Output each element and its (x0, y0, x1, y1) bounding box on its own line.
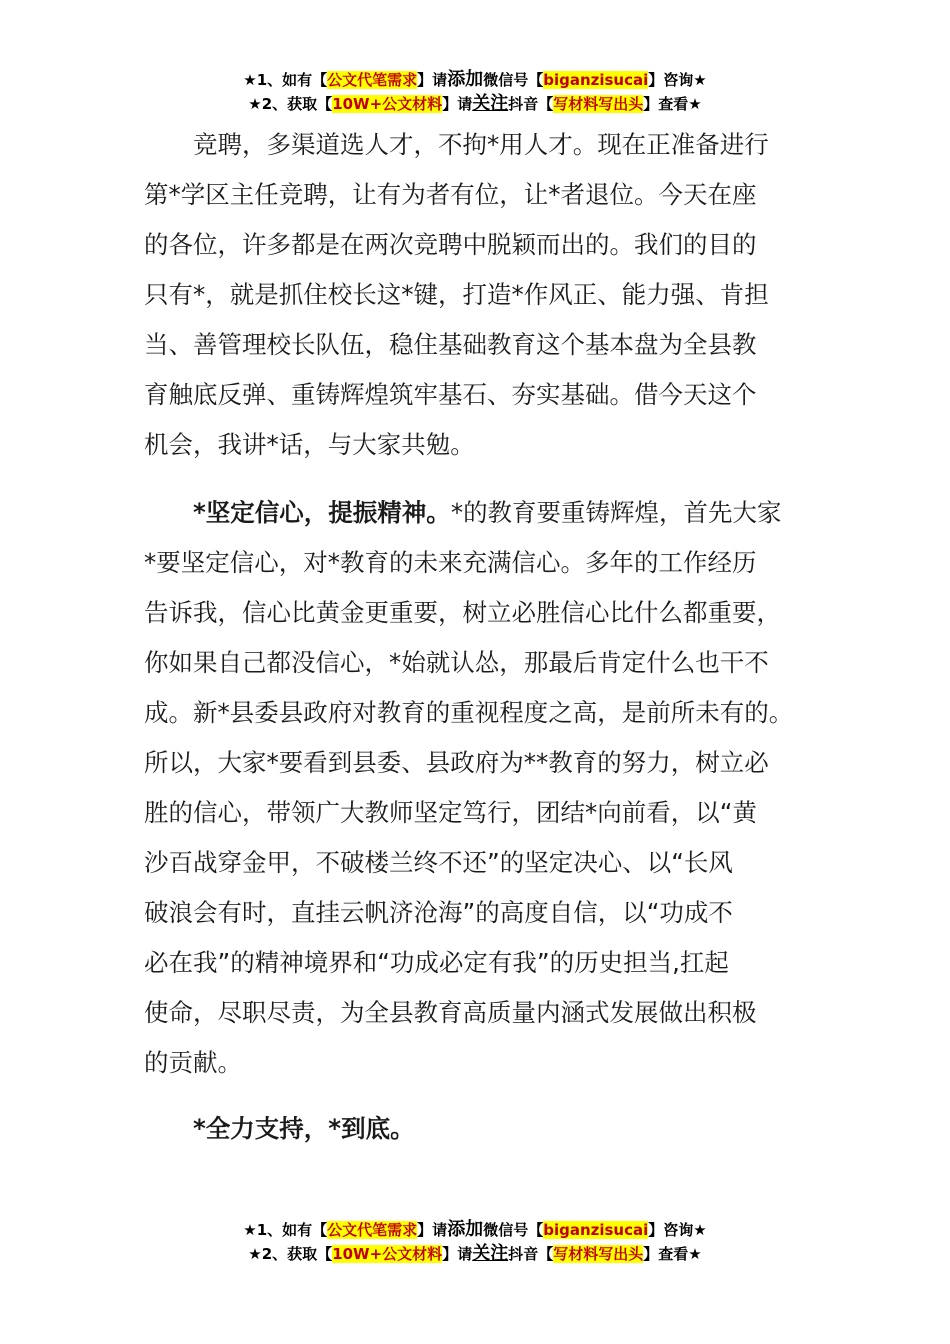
text-line: 所以，大家*要看到县委、县政府为**教育的努力，树立必 (144, 748, 769, 777)
banner-text: 】查看 (643, 95, 689, 113)
banner-text: 2、获取【 (261, 95, 333, 113)
text-line: 使命，尽职尽责，为全县教育高质量内涵式发展做出积极 (144, 998, 757, 1027)
banner-text: 】咨询 (648, 1221, 694, 1239)
text-line: 机会，我讲*话，与大家共勉。 (144, 430, 475, 459)
text-line: 第*学区主任竞聘，让有为者有位，让*者退位。今天在座 (144, 180, 757, 209)
star-icon: ★ (243, 1221, 257, 1239)
text-line: 育触底反弹、重铸辉煌筑牢基石、夯实基础。借今天这个 (144, 380, 757, 409)
text-line: *要坚定信心，对*教育的未来充满信心。多年的工作经历 (144, 548, 757, 577)
text-line: 沙百战穿金甲，不破楼兰终不还”的坚定决心、以“长风 (144, 848, 733, 877)
banner-text: 】查看 (643, 1245, 689, 1263)
star-icon: ★ (243, 71, 257, 89)
text-line: 你如果自己都没信心，*始就认怂，那最后肯定什么也干不 (144, 648, 769, 677)
section-heading-support: *全力支持，*到底。 (193, 1114, 415, 1143)
banner-text: 】请 (417, 1221, 448, 1239)
banner-highlight-materials: 10W+公文材料 (332, 95, 443, 113)
banner-highlight-wechat: biganzisucai (543, 71, 649, 89)
banner-text: 微信号【 (483, 71, 544, 89)
banner-line-2 (0, 1242, 950, 1266)
banner-text: 1、如有【 (256, 71, 328, 89)
banner-text: 抖音【 (508, 95, 554, 113)
banner-line-1 (0, 1218, 950, 1242)
text-line: 成。新*县委县政府对教育的重视程度之高，是前所未有的。 (144, 698, 794, 727)
star-icon: ★ (248, 1245, 262, 1263)
banner-emphasis-add: 添加 (447, 69, 484, 90)
text-line: 的贡献。 (144, 1048, 242, 1077)
text-line: 胜的信心，带领广大教师坚定笃行，团结*向前看，以“黄 (144, 798, 757, 827)
text-line: 告诉我，信心比黄金更重要，树立必胜信心比什么都重要， (144, 598, 781, 627)
section-heading-confidence: *坚定信心，提振精神。 (193, 498, 451, 527)
banner-text: 】请 (442, 1245, 473, 1263)
paragraph-1 (144, 120, 812, 470)
text-line: 当、善管理校长队伍，稳住基础教育这个基本盘为全县教 (144, 330, 757, 359)
banner-text: 抖音【 (508, 1245, 554, 1263)
banner-highlight-service: 公文代笔需求 (327, 1221, 418, 1239)
banner-highlight-wechat: biganzisucai (543, 1221, 649, 1239)
star-icon: ★ (688, 1245, 702, 1263)
paragraph-3 (144, 1104, 812, 1154)
text-line: 必在我”的精神境界和“功成必定有我”的历史担当,扛起 (144, 948, 729, 977)
banner-emphasis-follow: 关注 (472, 93, 509, 114)
banner-line-1 (0, 68, 950, 92)
text-line (144, 1104, 812, 1154)
star-icon: ★ (693, 1221, 707, 1239)
banner-highlight-service: 公文代笔需求 (327, 71, 418, 89)
banner-emphasis-follow: 关注 (472, 1243, 509, 1264)
text-line: 破浪会有时，直挂云帆济沧海”的高度自信，以“功成不 (144, 898, 733, 927)
text-line: 竞聘，多渠道选人才，不拘*用人才。现在正准备进行 (144, 130, 769, 159)
banner-line-2 (0, 92, 950, 116)
paragraph-2 (144, 488, 812, 1088)
banner-highlight-materials: 10W+公文材料 (332, 1245, 443, 1263)
star-icon: ★ (688, 95, 702, 113)
banner-text: 】咨询 (648, 71, 694, 89)
header-banner (0, 68, 950, 116)
banner-text: 2、获取【 (261, 1245, 333, 1263)
footer-banner (0, 1218, 950, 1266)
banner-highlight-douyin: 写材料写出头 (553, 1245, 644, 1263)
text-line: 的各位，许多都是在两次竞聘中脱颖而出的。我们的目的 (144, 230, 757, 259)
banner-text: 微信号【 (483, 1221, 544, 1239)
star-icon: ★ (248, 95, 262, 113)
text-line: 只有*，就是抓住校长这*键，打造*作风正、能力强、肯担 (144, 280, 769, 309)
text-line (144, 488, 812, 538)
banner-text: 】请 (442, 95, 473, 113)
text-run: *的教育要重铸辉煌，首先大家 (450, 498, 782, 527)
banner-emphasis-add: 添加 (447, 1219, 484, 1240)
banner-text: 】请 (417, 71, 448, 89)
banner-text: 1、如有【 (256, 1221, 328, 1239)
banner-highlight-douyin: 写材料写出头 (553, 95, 644, 113)
document-body (144, 120, 812, 1154)
star-icon: ★ (693, 71, 707, 89)
